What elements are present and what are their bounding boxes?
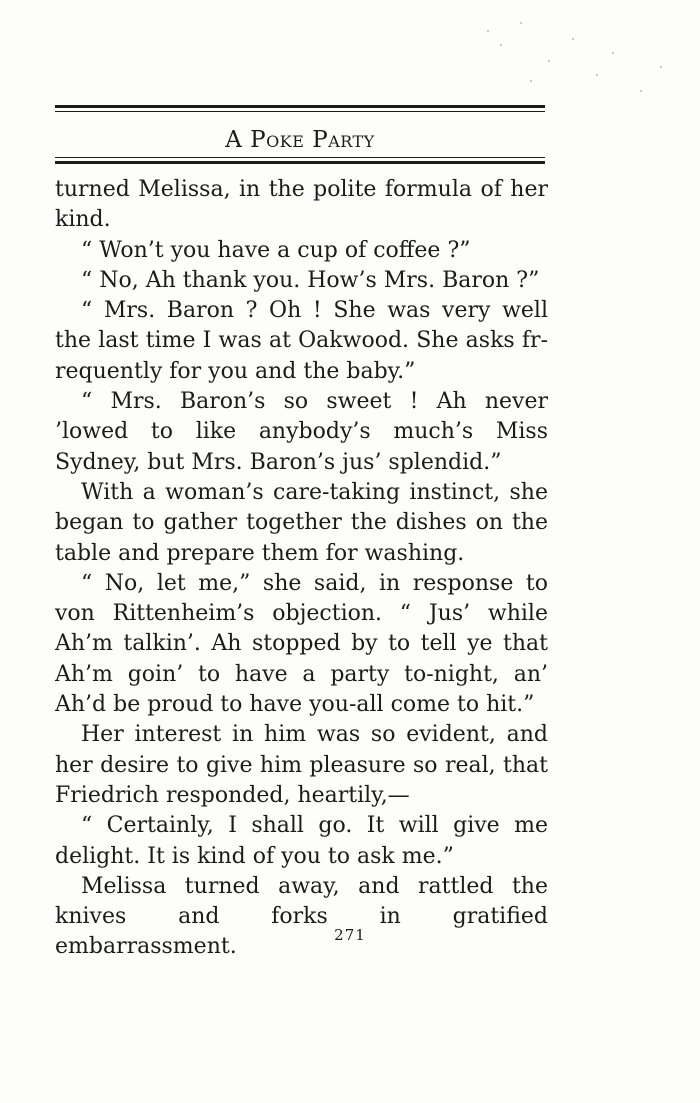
running-head-word-party: Party (312, 127, 375, 153)
scan-speck (487, 30, 489, 32)
scan-speck (500, 44, 502, 46)
scan-speck (520, 22, 522, 24)
scan-speck (612, 52, 614, 54)
running-head (55, 126, 545, 154)
scan-speck (572, 38, 574, 40)
scan-speck (530, 80, 532, 82)
scan-speck (640, 90, 642, 92)
header-rule-top-thin (55, 111, 545, 112)
paragraph: “ No, let me,” she said, in response to von Rittenheim’s objection. “ Jus’ while Ah’m talkin’. Ah stopped by to tell ye that Ah’m goin’ to have a party to-night, an’ Ah’d be proud to have you-all come to hit.” (55, 570, 548, 718)
scan-speck (548, 60, 550, 62)
paragraph: Her interest in him was so evident, and her desire to give him pleasure so real, that Friedrich responded, heartily,— (55, 722, 548, 808)
page-number: 271 (334, 926, 366, 944)
header-rule-bottom-thin (55, 157, 545, 158)
scan-speck (660, 66, 662, 68)
page-body (55, 175, 548, 963)
paragraph: “ Certainly, I shall go. It will give me delight. It is kind of you to ask me.” (55, 813, 548, 869)
paragraph: Melissa turned away, and rattled the knives and forks in gratified embarrassment. (55, 873, 548, 960)
scan-speck (596, 74, 598, 76)
paragraph: With a woman’s care-taking instinct, she began to gather together the dishes on the table and prepare them for washing. (55, 479, 548, 566)
header-rule-bottom-thick (55, 161, 545, 164)
header-rule-top-thick (55, 105, 545, 108)
running-head-word-poke: Poke (250, 127, 305, 153)
running-head-article: A (225, 127, 243, 153)
paragraph: “ Mrs. Baron’s so sweet ! Ah never ’lowed to like anybody’s much’s Miss Sydney, but Mrs. Baron’s jus’ splendid.” (55, 389, 548, 475)
paragraph: “ Mrs. Baron ? Oh ! She was very well the last time I was at Oakwood. She asks fr-requently for you and the baby.” (55, 298, 548, 384)
paragraph: turned Melissa, in the polite formula of her kind. (55, 177, 548, 233)
paragraph: “ No, Ah thank you. How’s Mrs. Baron ?” (81, 267, 540, 293)
paragraph: “ Won’t you have a cup of coffee ?” (81, 237, 471, 263)
